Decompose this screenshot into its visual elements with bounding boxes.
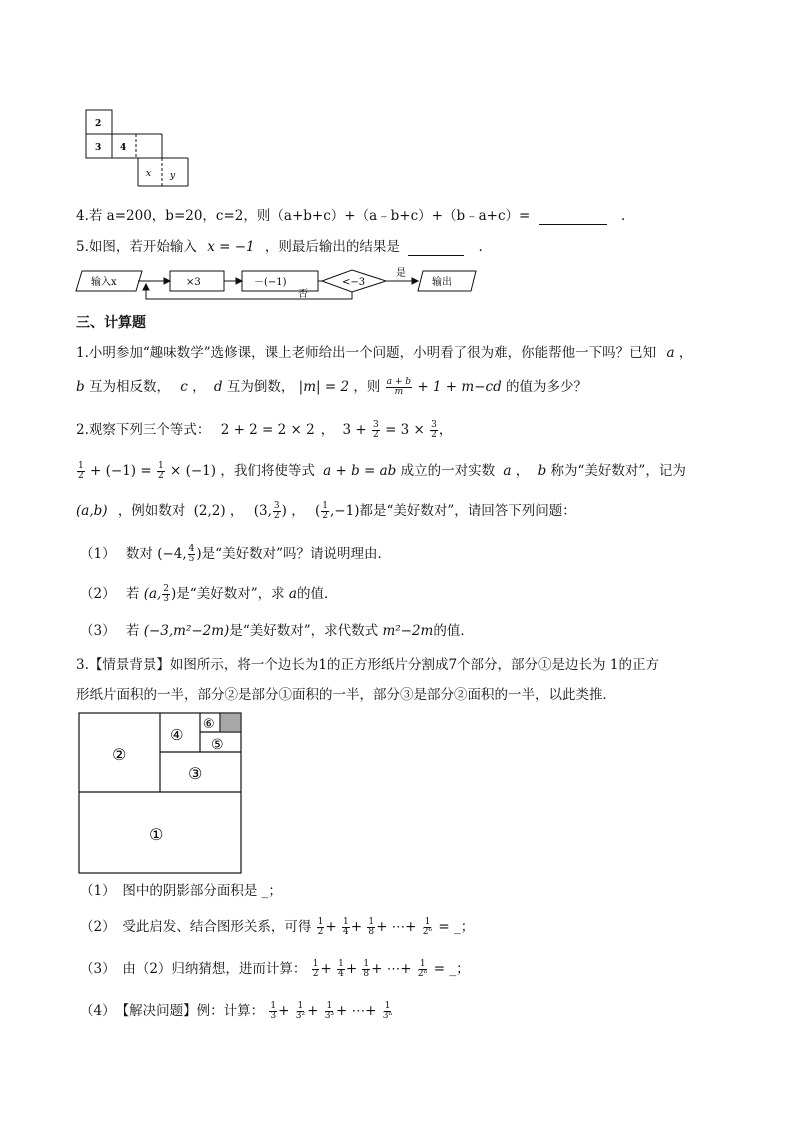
question-5: 5.如图，若开始输入 x = −1 ，则最后输出的结果是 . bbox=[76, 239, 483, 255]
section-title: 三、计算题 bbox=[76, 315, 146, 331]
answer-blank bbox=[539, 224, 607, 225]
flow-condition: <−3 bbox=[342, 277, 366, 288]
flow-minus: －(−1) bbox=[254, 277, 287, 288]
square-partition-figure bbox=[78, 712, 244, 876]
problem-3-sub2: （2） 受此启发、结合图形关系，可得 $\frac{1}{2}$ + $\frac{1}{4}$ + $\frac{1}{8}$ + ⋯+ $\frac{1}{\text{2⁶}}$ = _； bbox=[80, 917, 475, 937]
net-label-y: y bbox=[170, 171, 176, 181]
problem-3-sub3: （3） 由（2）归纳猜想，进而计算： $\frac{1}{2}$ + $\frac{1}{4}$ + $\frac{1}{8}$ + ⋯+ $\frac{1}{\text{2ⁿ}}$ = _； bbox=[80, 959, 470, 979]
problem-3-sub1: （1） 图中的阴影部分面积是 _； bbox=[80, 883, 282, 899]
flowchart bbox=[76, 268, 486, 300]
problem-1-line1: 1.小明参加“趣味数学”选修课，课上老师给出一个问题，小明看了很为难，你能帮他一下吗？已知 a ， bbox=[76, 345, 693, 361]
problem-2-line2: $\frac{1}{2}$ + (−1) = $\frac{1}{2}$ × (−1) ，我们将使等式 a + b = ab 成立的一对实数 a ， b 称为“美好数对”，记为 bbox=[78, 461, 686, 481]
region-label-6: ⑥ bbox=[203, 717, 215, 732]
region-label-3: ③ bbox=[188, 764, 203, 783]
answer-blank bbox=[408, 255, 464, 256]
problem-1-line2: b 互为相反数， c ， d 互为倒数， |m| = 2 ，则 $\frac{a + b}{m}$ + 1 + m−cd 的值为多少？ bbox=[76, 377, 588, 397]
region-label-5: ⑤ bbox=[211, 737, 224, 753]
problem-3-sub4: （4） 【解决问题】例：计算： $\frac{1}{3}$ + $\frac{1}{\text{3²}}$ + $\frac{1}{\text{3³}}$ + ⋯+ $\frac{1}{\text{3ⁿ}}$ bbox=[80, 1001, 393, 1021]
problem-2-line3: (a,b) ，例如数对 (2,2) ， (3, $\frac{3}{2}$ ) ， ( $\frac{1}{2}$ ,−1)都是“美好数对”，请回答下列问题： bbox=[76, 501, 576, 521]
flow-input: 输入x bbox=[91, 277, 117, 288]
flow-times3: ×3 bbox=[186, 277, 201, 288]
problem-2-sub2: （2） 若 (a, $\frac{2}{3}$ )是“美好数对”，求 a的值． bbox=[80, 584, 338, 604]
flow-output: 输出 bbox=[432, 277, 452, 288]
net-label-4: 4 bbox=[120, 143, 127, 153]
shaded-region bbox=[221, 714, 241, 732]
flow-no: 否 bbox=[298, 289, 308, 300]
net-label-2: 2 bbox=[95, 119, 102, 129]
net-label-3: 3 bbox=[95, 143, 102, 153]
problem-2-line1: 2.观察下列三个等式： 2 + 2 = 2 × 2 ， 3 + $\frac{3}{2}$ = 3 × $\frac{3}{2}$ ， bbox=[76, 420, 453, 440]
flow-yes: 是 bbox=[396, 268, 406, 279]
question-4: 4.若 a=200，b=20，c=2，则（a+b+c）+（a﹣b+c）+（b﹣a+c）= . bbox=[76, 208, 626, 224]
cube-net-figure bbox=[86, 110, 196, 190]
problem-2-sub1: （1） 数对 (−4, $\frac{4}{5}$ )是“美好数对”吗？请说明理由． bbox=[80, 544, 391, 564]
net-label-x: x bbox=[146, 169, 152, 179]
problem-2-sub3: （3） 若 (−3,m²−2m)是“美好数对”，求代数式 m²−2m的值． bbox=[80, 623, 474, 639]
problem-3-line2: 形纸片面积的一半，部分②是部分①面积的一半，部分③是部分②面积的一半，以此类推． bbox=[76, 687, 616, 703]
problem-3-line1: 3.【情景背景】如图所示，将一个边长为1的正方形纸片分割成7个部分，部分①是边长为 1的正方 bbox=[76, 657, 659, 673]
region-label-4: ④ bbox=[170, 726, 184, 744]
region-label-1: ① bbox=[149, 825, 164, 844]
fraction: $\frac{a + b}{m}$ bbox=[386, 377, 412, 397]
region-label-2: ② bbox=[112, 745, 127, 764]
